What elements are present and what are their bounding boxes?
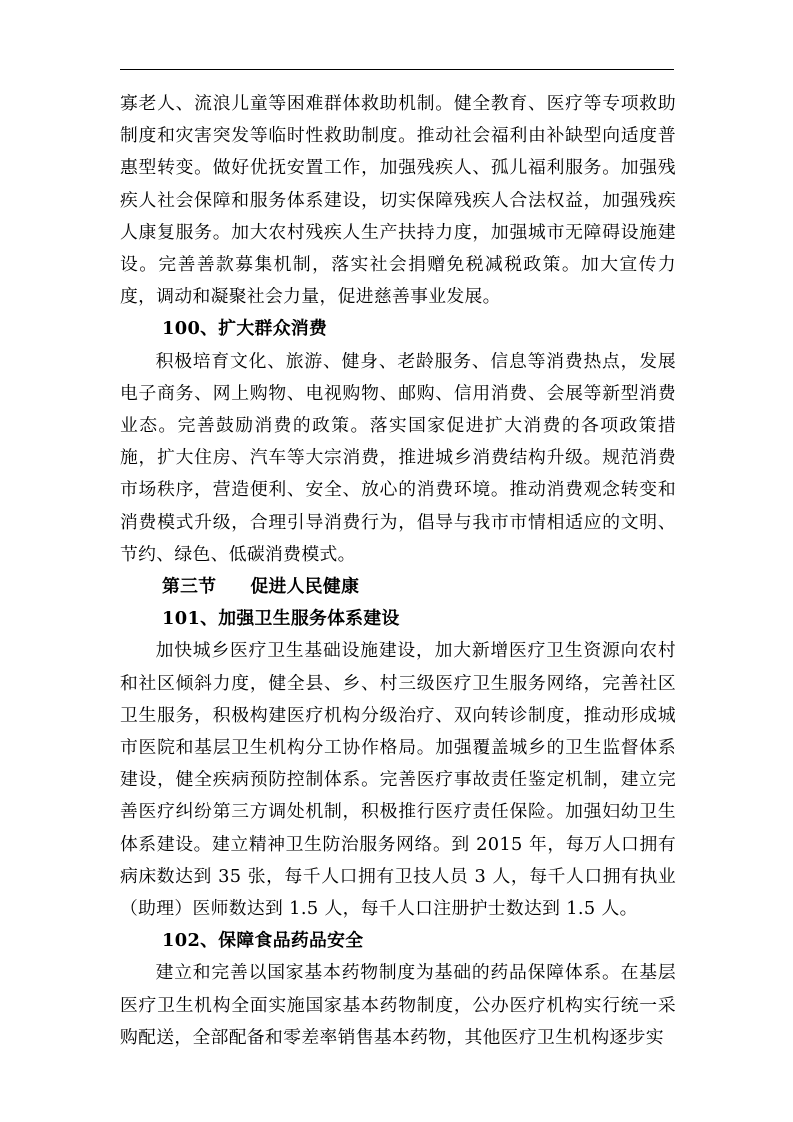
paragraph-health-service-system: 加快城乡医疗卫生基础设施建设，加大新增医疗卫生资源向农村和社区倾斜力度，健全县、乡、村三级医疗卫生服务网络，完善社区卫生服务，积极构建医疗机构分级治疗、双向转诊制度，推动形成城市医院和基层卫生机构分工协作格局。加强覆盖城乡的卫生监督体系建设，健全疾病预防控制体系。完善医疗事故责任鉴定机制，建立完善医疗纠纷第三方调处机制，积极推行医疗责任保险。加强妇幼卫生体系建设。建立精神卫生防治服务网络。到 2015 年，每万人口拥有病床数达到 35 张，每千人口拥有卫技人员 3 人，每千人口拥有执业（助理）医师数达到 1.5 人，每千人口注册护士数达到 1.5 人。 [120,640,676,920]
header-rule [120,69,674,70]
paragraph-social-assistance: 寡老人、流浪儿童等困难群体救助机制。健全教育、医疗等专项救助制度和灾害突发等临时性救助制度。推动社会福利由补缺型向适度普惠型转变。做好优抚安置工作，加强残疾人、孤儿福利服务。加强残疾人社会保障和服务体系建设，切实保障残疾人合法权益，加强残疾人康复服务。加大农村残疾人生产扶持力度，加强城市无障碍设施建设。完善善款募集机制，落实社会捐赠免税减税政策。加大宣传力度，调动和凝聚社会力量，促进慈善事业发展。 [120,93,676,308]
section-heading [120,571,676,603]
section-title: 促进人民健康 [250,576,360,598]
document-body [120,88,676,1054]
heading-food-drug-safety: 102、保障食品药品安全 [162,930,364,952]
heading-health-service-system: 101、加强卫生服务体系建设 [162,608,400,630]
section-label: 第三节 [162,576,217,598]
paragraph-food-drug-safety: 建立和完善以国家基本药物制度为基础的药品保障体系。在基层医疗卫生机构全面实施国家基本药物制度，公办医疗机构实行统一采购配送，全部配备和零差率销售基本药物，其他医疗卫生机构逐步实 [120,962,676,1048]
paragraph-consumption: 积极培育文化、旅游、健身、老龄服务、信息等消费热点，发展电子商务、网上购物、电视购物、邮购、信用消费、会展等新型消费业态。完善鼓励消费的政策。落实国家促进扩大消费的各项政策措施，扩大住房、汽车等大宗消费，推进城乡消费结构升级。规范消费市场秩序，营造便利、安全、放心的消费环境。推动消费观念转变和消费模式升级，合理引导消费行为，倡导与我市市情相适应的文明、节约、绿色、低碳消费模式。 [120,350,676,565]
heading-expand-consumption: 100、扩大群众消费 [162,318,328,340]
